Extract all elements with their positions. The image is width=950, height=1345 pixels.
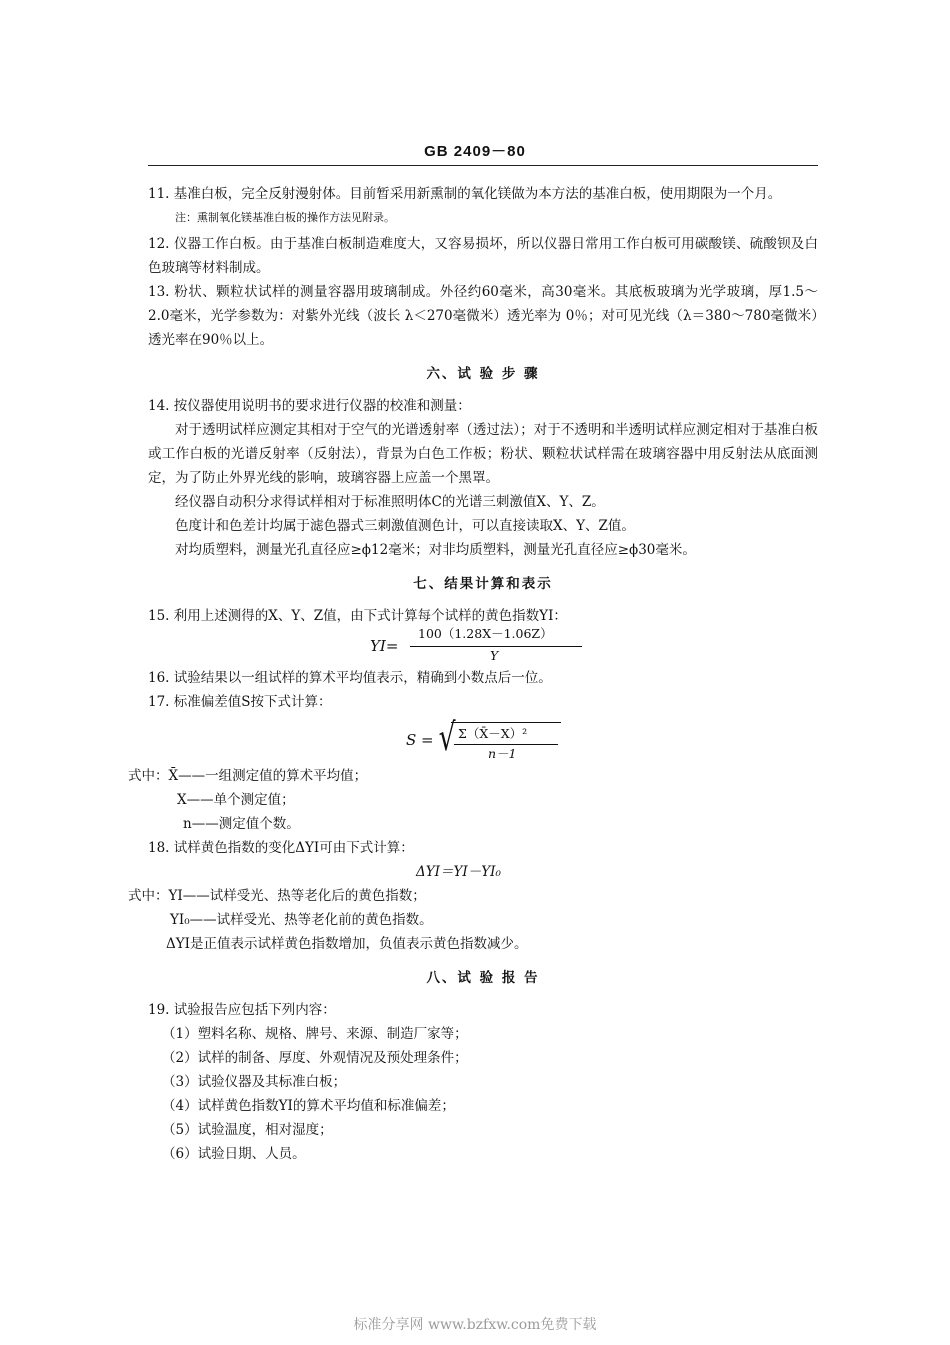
definition-x: X——单个测定值；: [177, 792, 295, 808]
formula-delta-yi: ΔYI＝YI－YI₀: [416, 864, 501, 880]
formula-s-lhs: S =: [406, 731, 434, 749]
formula-yi-numerator: 100（1.28X－1.06Z）: [418, 626, 553, 641]
paragraph-18b: ΔYI是正值表示试样黄色指数增加，负值表示黄色指数减少。: [166, 936, 528, 952]
formula-s-numerator: Σ（X̄－X）²: [458, 726, 528, 741]
paragraph-14: 14. 按仪器使用说明书的要求进行仪器的校准和测量：: [148, 398, 471, 414]
formula-s-denominator: n－1: [488, 746, 517, 761]
section-6-title: 六、试 验 步 骤: [426, 366, 540, 382]
paragraph-13: 13. 粉状、颗粒状试样的测量容器用玻璃制成。外径约60毫米，高30毫米。其底板玻璃为光学玻璃，厚1.5～2.0毫米，光学参数为：对紫外光线（波长 λ＜270毫微米）透光率为 0％；对可见光线（λ＝380～780毫微米）透光率在90％以上。: [148, 284, 818, 348]
paragraph-16: 16. 试验结果以一组试样的算术平均值表示，精确到小数点后一位。: [148, 670, 552, 686]
definition-yi: 式中：YI——试样受光、热等老化后的黄色指数；: [128, 888, 426, 904]
paragraph-17: 17. 标准偏差值S按下式计算：: [148, 694, 332, 710]
definition-yi0: YI₀——试样受光、热等老化前的黄色指数。: [170, 912, 433, 928]
paragraph-14b: 经仪器自动积分求得试样相对于标准照明体C的光谱三刺激值X、Y、Z。: [175, 494, 605, 510]
paragraph-15: 15. 利用上述测得的X、Y、Z值，由下式计算每个试样的黄色指数YI：: [148, 608, 567, 624]
list-item: （4）试样黄色指数YI的算术平均值和标准偏差；: [162, 1098, 455, 1114]
paragraph-14d: 对均质塑料，测量光孔直径应≥ϕ12毫米；对非均质塑料，测量光孔直径应≥ϕ30毫米。: [175, 542, 696, 558]
note-11: 注：熏制氧化镁基准白板的操作方法见附录。: [175, 211, 395, 224]
header-rule: [148, 165, 818, 166]
section-8-title: 八、试 验 报 告: [426, 970, 540, 986]
list-item: （3）试验仪器及其标准白板；: [162, 1074, 347, 1090]
paragraph-14c: 色度计和色差计均属于滤色器式三刺激值测色计，可以直接读取X、Y、Z值。: [175, 518, 635, 534]
list-item: （6）试验日期、人员。: [162, 1146, 306, 1162]
page-header-title: GB 2409－80: [424, 143, 526, 160]
section-7-title: 七、结果计算和表示: [413, 576, 553, 592]
paragraph-18: 18. 试样黄色指数的变化ΔYI可由下式计算：: [148, 840, 414, 856]
list-item: （5）试验温度，相对湿度；: [162, 1122, 333, 1138]
formula-yi-lhs: YI=: [370, 637, 399, 655]
sqrt-symbol: √: [438, 715, 456, 759]
definitions-s: [128, 764, 818, 836]
definition-n: n——测定值个数。: [183, 816, 300, 832]
report-items-list: [148, 1022, 818, 1166]
formula-yellowness-index: [148, 628, 818, 666]
formula-yi-denominator: Y: [490, 648, 499, 663]
paragraph-11: 11. 基准白板，完全反射漫射体。目前暂采用新熏制的氧化镁做为本方法的基准白板，使用期限为一个月。: [148, 186, 782, 202]
footer-watermark: 标准分享网 www.bzfxw.com免费下载: [353, 1317, 597, 1333]
paragraph-14a: 对于透明试样应测定其相对于空气的光谱透射率（透过法）；对于不透明和半透明试样应测定相对于基准白板或工作白板的光谱反射率（反射法），背景为白色工作板；粉状、颗粒状试样需在玻璃容器中用反射法从底面测定，为了防止外界光线的影响，玻璃容器上应盖一个黑罩。: [148, 422, 818, 486]
definition-xbar: 式中：X̄——一组测定值的算术平均值；: [128, 768, 368, 784]
list-item: （1）塑料名称、规格、牌号、来源、制造厂家等；: [162, 1026, 468, 1042]
definitions-yi: [128, 884, 818, 932]
page-content: [128, 180, 818, 1166]
list-item: （2）试样的制备、厚度、外观情况及预处理条件；: [162, 1050, 468, 1066]
paragraph-12: 12. 仪器工作白板。由于基准白板制造难度大，又容易损坏，所以仪器日常用工作白板可用碳酸镁、硫酸钡及白色玻璃等材料制成。: [148, 236, 818, 276]
formula-standard-deviation: [148, 714, 818, 764]
paragraph-19: 19. 试验报告应包括下列内容：: [148, 1002, 336, 1018]
